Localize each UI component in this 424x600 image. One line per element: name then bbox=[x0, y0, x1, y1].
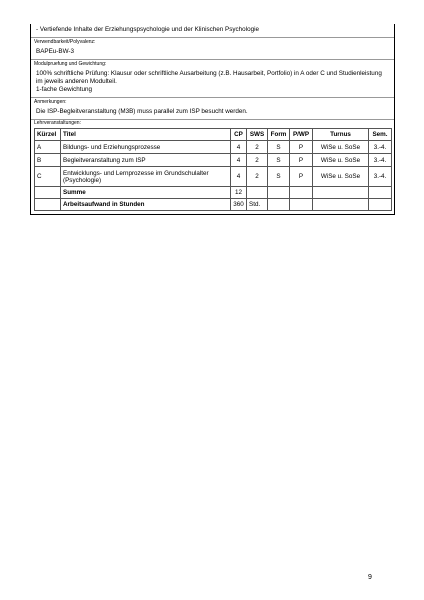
anmerkungen-value: Die ISP-Begleitveranstaltung (M3B) muss parallel zum ISP besucht werden. bbox=[36, 108, 248, 115]
col-header-kuerzel: Kürzel bbox=[35, 129, 61, 141]
cell-sws: 2 bbox=[247, 154, 268, 167]
table-row bbox=[35, 167, 392, 187]
table-row bbox=[35, 154, 392, 167]
pruefung-line-3: 1-fache Gewichtung bbox=[36, 86, 93, 93]
pruefung-section bbox=[31, 59, 394, 97]
cell-form: S bbox=[268, 141, 290, 154]
cell-sem: 3.-4. bbox=[369, 167, 392, 187]
verwendbarkeit-label: Verwendbarkeit/Polyvalenz: bbox=[34, 39, 96, 45]
cell-titel: Begleitveranstaltung zum ISP bbox=[61, 154, 231, 167]
lehrveranstaltungen-label: Lehrveranstaltungen: bbox=[34, 120, 81, 126]
cell-kuerzel: B bbox=[35, 154, 61, 167]
arbeitsaufwand-value: 360 bbox=[231, 199, 247, 211]
pruefung-line-2: im jeweils anderen Modulteil. bbox=[36, 78, 117, 85]
page-number: 9 bbox=[368, 574, 372, 581]
arbeitsaufwand-row bbox=[35, 199, 392, 211]
cell-pwp: P bbox=[290, 167, 313, 187]
cell-sws: 2 bbox=[247, 141, 268, 154]
cell-titel: Entwicklungs- und Lernprozesse im Grundschulalter (Psychologie) bbox=[61, 167, 231, 187]
summe-row bbox=[35, 187, 392, 199]
table-row bbox=[35, 141, 392, 154]
arbeitsaufwand-label: Arbeitsaufwand in Stunden bbox=[61, 199, 231, 211]
lehrveranstaltungen-section bbox=[31, 119, 394, 214]
cell-sem: 3.-4. bbox=[369, 154, 392, 167]
verwendbarkeit-section bbox=[31, 37, 394, 59]
col-header-sws: SWS bbox=[247, 129, 268, 141]
cell-pwp: P bbox=[290, 141, 313, 154]
content-line: - Vertiefende Inhalte der Erziehungspsychologie und der Klinischen Psychologie bbox=[36, 26, 259, 33]
cell-cp: 4 bbox=[231, 154, 247, 167]
cell-turnus: WiSe u. SoSe bbox=[313, 141, 369, 154]
cell-form: S bbox=[268, 154, 290, 167]
cell-form: S bbox=[268, 167, 290, 187]
cell-turnus: WiSe u. SoSe bbox=[313, 154, 369, 167]
summe-label: Summe bbox=[61, 187, 231, 199]
module-description-frame bbox=[30, 24, 395, 215]
pruefung-line-1: 100% schriftliche Prüfung: Klausur oder schriftliche Ausarbeitung (z.B. Hausarbeit, Portfolio) in A oder C und Studienleistung bbox=[36, 70, 382, 77]
col-header-titel: Titel bbox=[61, 129, 231, 141]
cell-kuerzel: A bbox=[35, 141, 61, 154]
pruefung-label: Modulpruefung und Gewichtung: bbox=[34, 61, 107, 67]
col-header-turnus: Turnus bbox=[313, 129, 369, 141]
col-header-sem: Sem. bbox=[369, 129, 392, 141]
table-header-row bbox=[35, 129, 392, 141]
cell-turnus: WiSe u. SoSe bbox=[313, 167, 369, 187]
courses-table bbox=[34, 128, 392, 211]
summe-cp: 12 bbox=[231, 187, 247, 199]
cell-pwp: P bbox=[290, 154, 313, 167]
cell-sws: 2 bbox=[247, 167, 268, 187]
arbeitsaufwand-unit: Std. bbox=[247, 199, 268, 211]
col-header-form: Form bbox=[268, 129, 290, 141]
cell-kuerzel: C bbox=[35, 167, 61, 187]
cell-titel: Bildungs- und Erziehungsprozesse bbox=[61, 141, 231, 154]
content-section bbox=[31, 24, 394, 37]
cell-sem: 3.-4. bbox=[369, 141, 392, 154]
cell-cp: 4 bbox=[231, 141, 247, 154]
cell-cp: 4 bbox=[231, 167, 247, 187]
anmerkungen-label: Anmerkungen: bbox=[34, 99, 67, 105]
verwendbarkeit-value: BAPEu-BW-3 bbox=[36, 48, 75, 55]
col-header-pwp: P/WP bbox=[290, 129, 313, 141]
anmerkungen-section bbox=[31, 97, 394, 119]
col-header-cp: CP bbox=[231, 129, 247, 141]
